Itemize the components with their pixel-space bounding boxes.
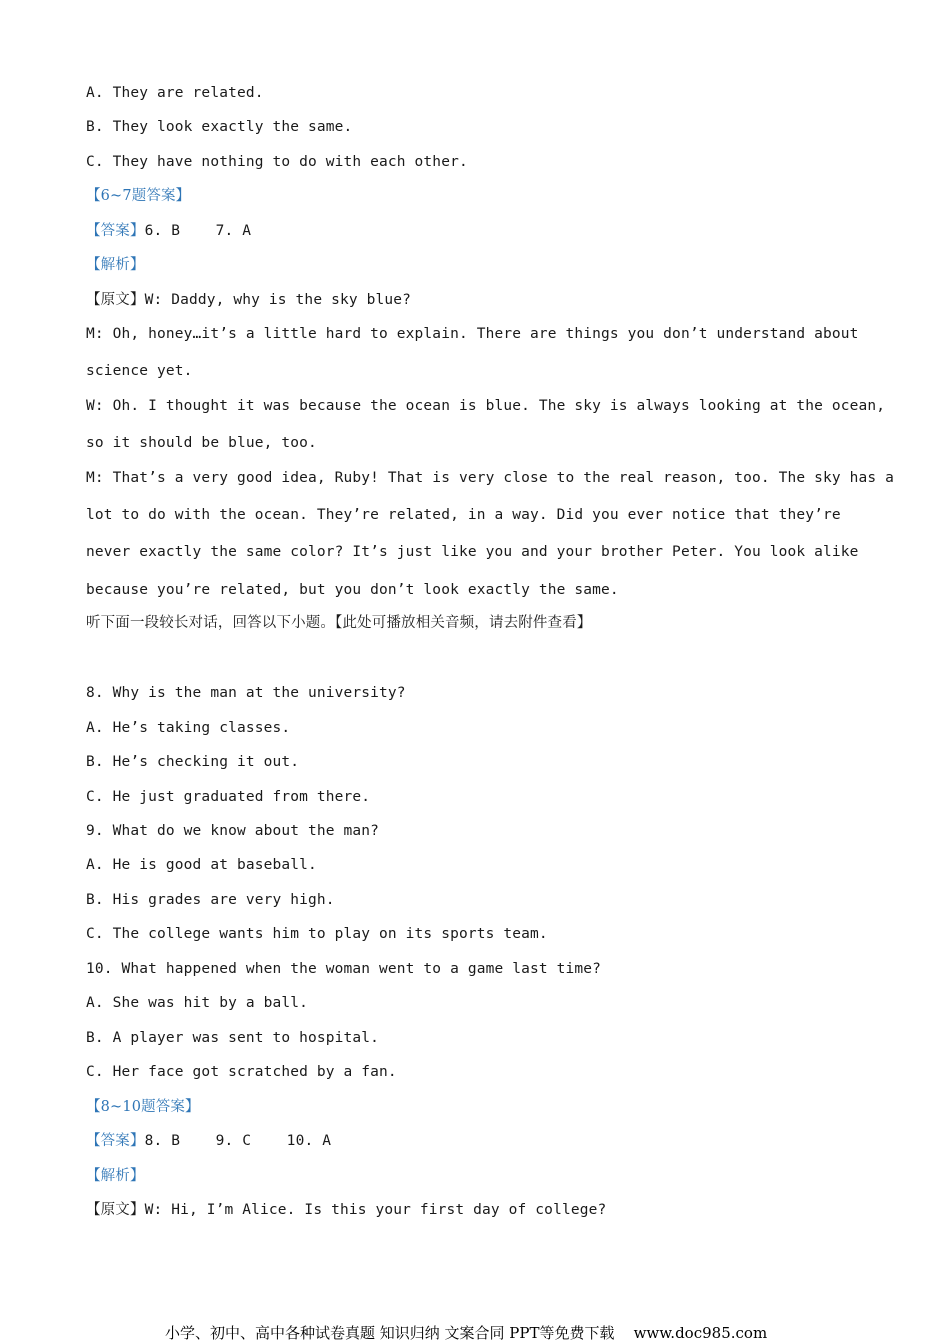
transcript-line: so it should be blue, too. xyxy=(86,435,317,451)
listening-instruction: 听下面一段较长对话，回答以下小题。【此处可播放相关音频，请去附件查看】 xyxy=(86,615,592,631)
transcript-line: because you’re related, but you don’t look exactly the same. xyxy=(86,582,619,598)
analysis-heading: 【解析】 xyxy=(86,257,145,273)
question-9: 9. What do we know about the man? xyxy=(86,823,380,839)
answer-section-heading: 【6~7题答案】 xyxy=(86,188,191,204)
answer-values: 6. B 7. A xyxy=(144,223,252,239)
option-c: C. The college wants him to play on its sports team. xyxy=(86,926,548,942)
transcript-line: W: Oh. I thought it was because the ocean is blue. The sky is always looking at the ocean, xyxy=(86,398,886,414)
option-b: B. A player was sent to hospital. xyxy=(86,1030,380,1046)
transcript-line: lot to do with the ocean. They’re related, in a way. Did you ever notice that they’re xyxy=(86,507,841,523)
answer-line xyxy=(86,221,251,241)
answer-label: 【答案】 xyxy=(86,1133,145,1149)
question-8: 8. Why is the man at the university? xyxy=(86,685,406,701)
option-a: A. He is good at baseball. xyxy=(86,857,317,873)
footer-ad: 小学、初中、高中各种试卷真题 知识归纳 文案合同 PPT等免费下载 www.doc985.com xyxy=(165,1324,768,1342)
answer-section-heading: 【8~10题答案】 xyxy=(86,1099,200,1115)
transcript-line: never exactly the same color? It’s just like you and your brother Peter. You look alike xyxy=(86,544,859,560)
question-10: 10. What happened when the woman went to a game last time? xyxy=(86,961,602,977)
transcript-line: M: That’s a very good idea, Ruby! That is very close to the real reason, too. The sky has a xyxy=(86,470,895,486)
option-c: C. He just graduated from there. xyxy=(86,789,371,805)
option-a: A. She was hit by a ball. xyxy=(86,995,308,1011)
transcript-line: 【原文】W: Daddy, why is the sky blue? xyxy=(86,292,411,308)
transcript-line: M: Oh, honey…it’s a little hard to explain. There are things you don’t understand about xyxy=(86,326,859,342)
option-a: A. He’s taking classes. xyxy=(86,720,291,736)
transcript-line: science yet. xyxy=(86,363,193,379)
option-c: C. They have nothing to do with each other. xyxy=(86,154,468,170)
option-b: B. They look exactly the same. xyxy=(86,119,353,135)
transcript-line: 【原文】W: Hi, I’m Alice. Is this your first day of college? xyxy=(86,1202,607,1218)
option-a: A. They are related. xyxy=(86,85,264,101)
option-b: B. He’s checking it out. xyxy=(86,754,300,770)
answer-values: 8. B 9. C 10. A xyxy=(144,1133,332,1149)
answer-line xyxy=(86,1131,331,1151)
option-c: C. Her face got scratched by a fan. xyxy=(86,1064,397,1080)
answer-label: 【答案】 xyxy=(86,223,145,239)
option-b: B. His grades are very high. xyxy=(86,892,335,908)
analysis-heading: 【解析】 xyxy=(86,1168,145,1184)
